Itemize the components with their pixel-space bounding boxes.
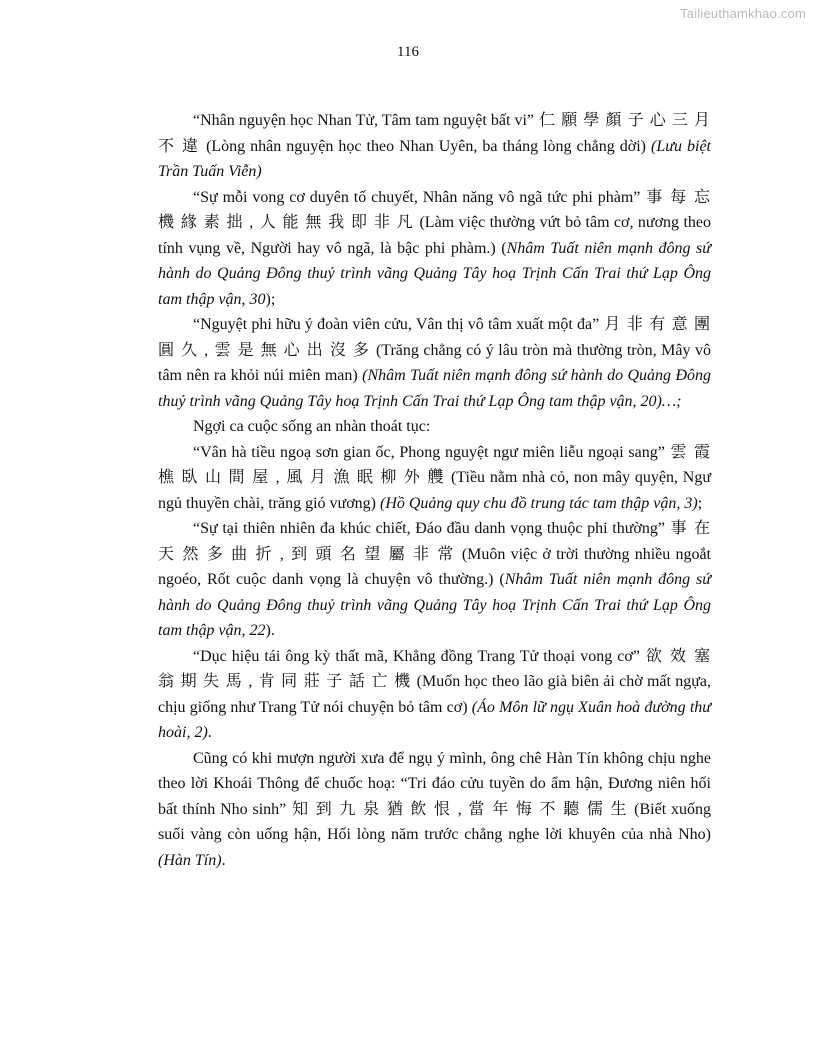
quote: “Sự mỗi vong cơ duyên tố chuyết, Nhân năng vô ngã tức phi phàm” — [193, 188, 641, 206]
trailing-punctuation: . — [221, 851, 226, 869]
han-text: 事 在 天 然 多 曲 折 , 到 頭 名 望 屬 非 常 — [158, 520, 711, 563]
paragraph — [158, 516, 711, 644]
quote: “Sự tại thiên nhiên đa khúc chiết, Đáo đầu danh vọng thuộc phi thường” — [193, 520, 665, 537]
paragraph — [158, 312, 711, 414]
han-text: 欲 效 塞 翁 期 失 馬 , 肯 同 莊 子 話 亡 機 — [158, 647, 711, 690]
paragraph — [158, 644, 711, 746]
trailing-punctuation: . — [207, 724, 212, 741]
source-citation: (Hồ Quảng quy chu đồ trung tác tam thập vận, 3) — [379, 494, 698, 512]
quote: “Nhân nguyện học Nhan Tử, Tâm tam nguyệt bất vi” — [193, 112, 535, 129]
intro-text: Ngợi ca cuộc sống an nhàn thoát tục: — [193, 418, 431, 435]
page-number: 116 — [397, 44, 419, 60]
source-citation: Nhâm Tuất niên mạnh đông sứ hành do Quảng Đông thuỷ trình vãng Quảng Tây hoạ Trịnh Cấn Trai thứ Lạp Ông tam thập vận, 30 — [158, 239, 711, 308]
han-text: 知 到 九 泉 猶 飲 恨 , 當 年 悔 不 聽 儒 生 — [286, 800, 635, 818]
translation: (Làm việc thường vứt bỏ tâm cơ, nương theo tính vụng về, Người hay vô ngã, là bậc phi phàm.) ( — [158, 214, 711, 257]
han-text: 月 非 有 意 團 圓 久 , 雲 是 無 心 出 沒 多 — [158, 316, 711, 359]
source-citation: (Áo Môn lữ ngụ Xuân hoà đường thư hoài, 2) — [158, 698, 712, 741]
source-citation: (Lưu biệt Trần Tuấn Viễn) — [158, 137, 711, 180]
translation: (Biết xuống suối vàng còn uống hận, Hối lòng năm trước chẳng nghe lời khuyên của nhà Nho) — [158, 800, 711, 843]
quote: “Dục hiệu tái ông kỳ thất mã, Khẳng đồng Trang Tử thoại vong cơ” — [193, 647, 640, 665]
translation: (Lòng nhân nguyện học theo Nhan Uyên, ba tháng lòng chẳng dời) — [206, 137, 652, 155]
translation: (Muôn việc ở trời thường nhiều ngoắt ngoéo, Rốt cuộc danh vọng là chuyện vô thường.) ( — [158, 545, 711, 588]
translation: (Trăng chẳng có ý lâu tròn mà thường tròn, Mây vô tâm nên ra khỏi núi miên man) — [158, 341, 711, 384]
paragraph — [158, 440, 711, 517]
page-body — [158, 108, 711, 873]
body-text: Cũng có khi mượn người xưa để ngụ ý mình, ông chê Hàn Tín không chịu nghe theo lời Khoái Thông để chuốc hoạ: “Tri đáo cửu tuyền do ẩm hận, Đương niên hối bất thính Nho sinh” — [158, 749, 711, 818]
translation: (Muốn học theo lão già biên ải chờ mất ngựa, chịu giống như Trang Tử nói chuyện bỏ tâm cơ) — [158, 673, 711, 716]
paragraph — [158, 414, 711, 440]
paragraph — [158, 185, 711, 313]
paragraph — [158, 746, 711, 874]
trailing-punctuation: ). — [265, 622, 275, 639]
paragraph — [158, 108, 711, 185]
quote: “Vân hà tiều ngoạ sơn gian ốc, Phong nguyệt ngư miên liễu ngoại sang” — [193, 443, 665, 461]
translation: (Tiều nằm nhà cỏ, non mây quyện, Ngư ngủ thuyền chài, trăng gió vương) — [158, 469, 711, 512]
han-text: 雲 霞 樵 臥 山 間 屋 , 風 月 漁 眠 柳 外 艭 — [158, 443, 711, 486]
han-text: 事 每 忘 機 緣 素 拙 , 人 能 無 我 即 非 凡 — [158, 188, 711, 231]
source-citation: (Hàn Tín) — [158, 851, 222, 869]
quote: “Nguyệt phi hữu ý đoàn viên cửu, Vân thị vô tâm xuất một đa” — [193, 316, 600, 333]
han-text: 仁 願 學 顏 子 心 三 月 不 違 — [158, 112, 711, 155]
trailing-punctuation: ; — [697, 494, 703, 512]
source-citation: (Nhâm Tuất niên mạnh đông sứ hành do Quảng Đông thuỷ trình vãng Quảng Tây hoạ Trịnh Cấn Trai thứ Lạp Ông tam thập vận, 20)…; — [158, 367, 711, 410]
watermark: Tailieuthamkhao.com — [680, 6, 806, 21]
source-citation: Nhâm Tuất niên mạnh đông sứ hành do Quảng Đông thuỷ trình vãng Quảng Tây hoạ Trịnh Cấn Trai thứ Lạp Ông tam thập vận, 22 — [158, 571, 711, 639]
trailing-punctuation: ); — [265, 290, 276, 308]
